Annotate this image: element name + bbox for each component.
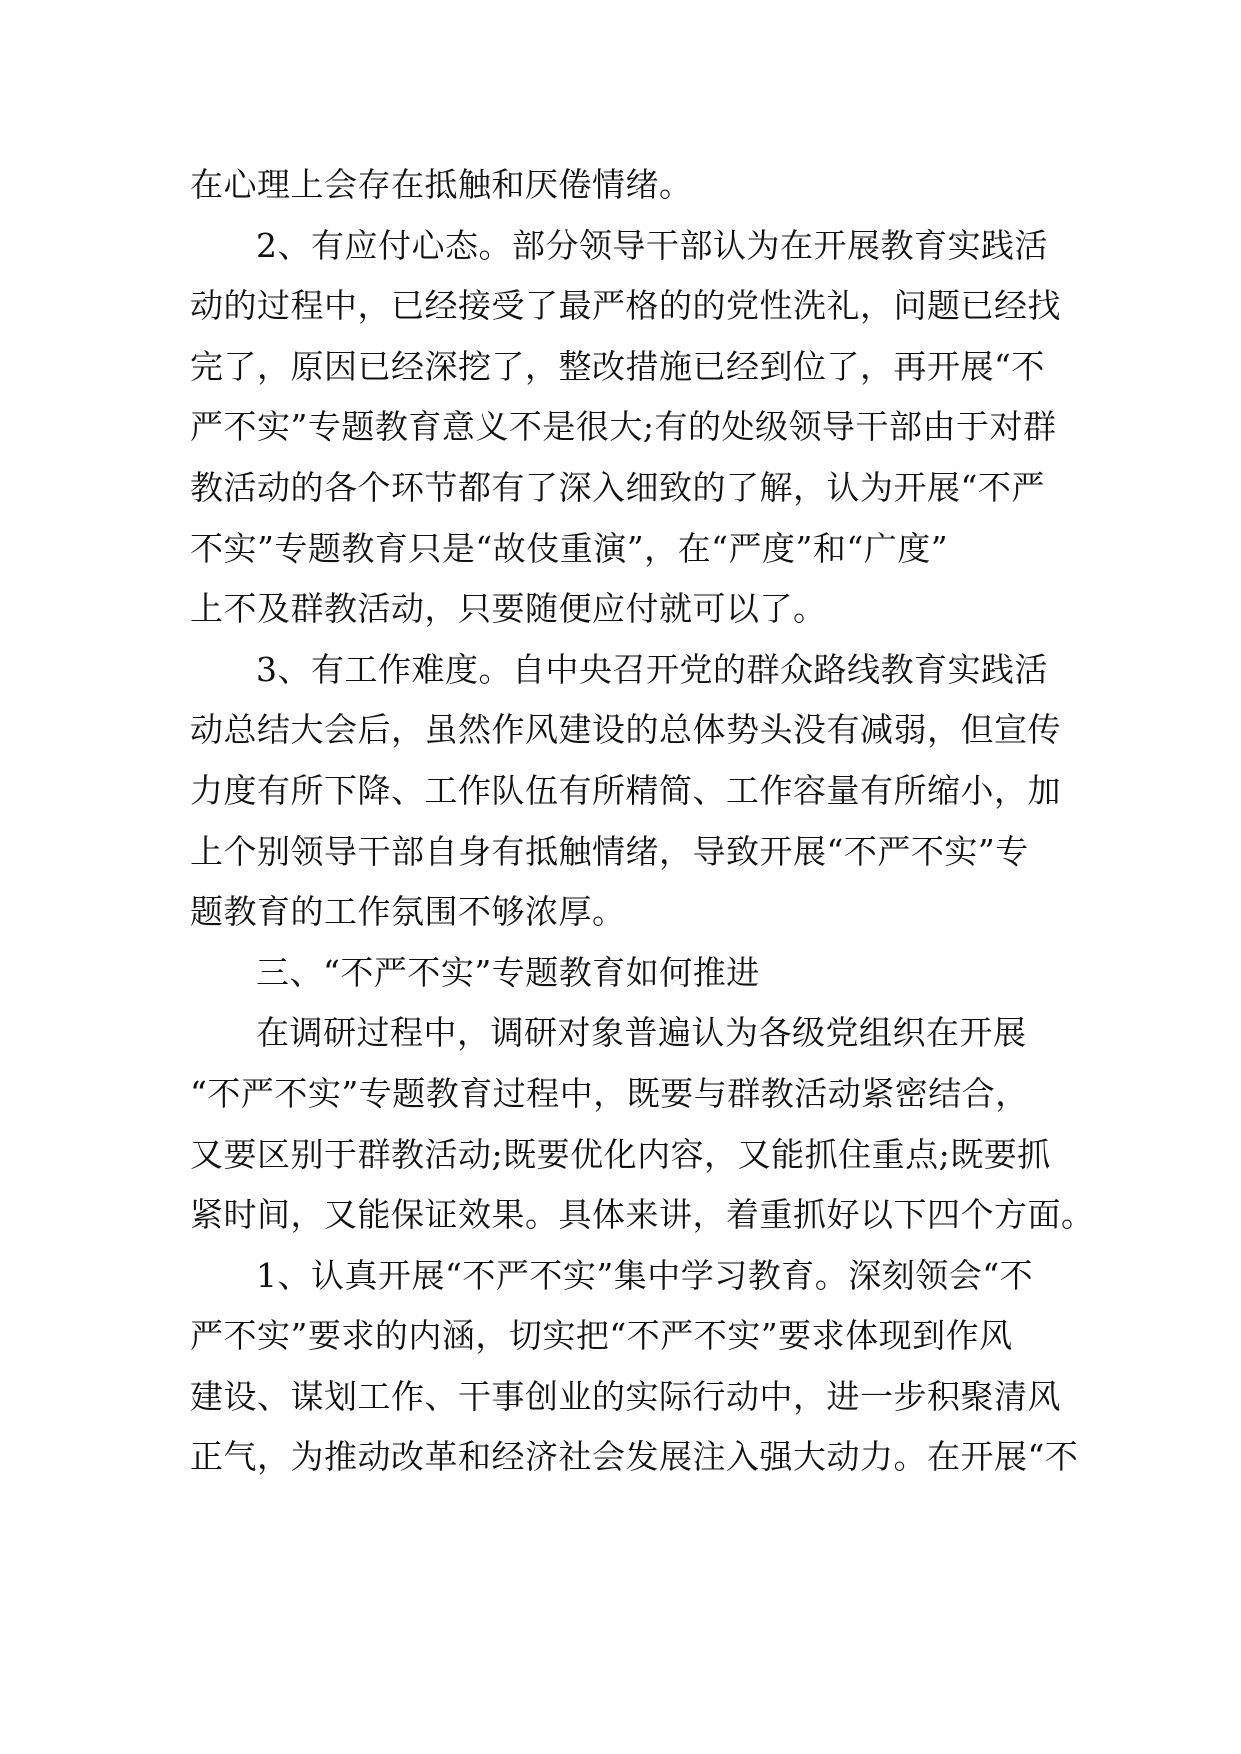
text-line-10: 动总结大会后，虽然作风建设的总体势头没有减弱，但宣传 — [190, 710, 1061, 750]
text-line-3: 动的过程中，已经接受了最严格的的党性洗礼，问题已经找 — [190, 286, 1061, 326]
text-line-12: 上个别领导干部自身有抵触情绪，导致开展“不严不实”专 — [190, 831, 1029, 871]
text-line-15: 在调研过程中，调研对象普遍认为各级党组织在开展 — [256, 1013, 1027, 1053]
text-line-7: 不实”专题教育只是“故伎重演”，在“严度”和“广度” — [190, 528, 949, 568]
text-line-11: 力度有所下降、工作队伍有所精简、工作容量有所缩小，加 — [190, 770, 1061, 810]
text-line-2: 2、有应付心态。部分领导干部认为在开展教育实践活 — [256, 225, 1048, 265]
text-line-5: 严不实”专题教育意义不是很大;有的处级领导干部由于对群 — [190, 407, 1057, 447]
text-line-8: 上不及群教活动，只要随便应付就可以了。 — [190, 589, 827, 629]
text-line-19: 1、认真开展“不严不实”集中学习教育。深刻领会“不 — [256, 1255, 1034, 1295]
text-line-22: 正气，为推动改革和经济社会发展注入强大动力。在开展“不 — [190, 1437, 1079, 1477]
text-line-6: 教活动的各个环节都有了深入细致的了解，认为开展“不严 — [190, 467, 1045, 507]
text-line-9: 3、有工作难度。自中央召开党的群众路线教育实践活 — [256, 649, 1048, 689]
text-line-18: 紧时间，又能保证效果。具体来讲，着重抓好以下四个方面。 — [190, 1195, 1095, 1235]
body-text — [190, 155, 1095, 1488]
text-line-20: 严不实”要求的内涵，切实把“不严不实”要求体现到作风 — [190, 1316, 1013, 1356]
text-line-1: 在心理上会存在抵触和厌倦情绪。 — [190, 165, 693, 204]
text-line-21: 建设、谋划工作、干事创业的实际行动中，进一步积聚清风 — [190, 1376, 1061, 1416]
text-line-16: “不严不实”专题教育过程中，既要与群教活动紧密结合， — [190, 1073, 1029, 1113]
text-line-4: 完了，原因已经深挖了，整改措施已经到位了，再开展“不 — [190, 346, 1045, 386]
section-heading: 三、“不严不实”专题教育如何推进 — [256, 952, 760, 992]
text-line-13: 题教育的工作氛围不够浓厚。 — [190, 892, 626, 932]
text-line-17: 又要区别于群教活动;既要优化内容，又能抓住重点;既要抓 — [190, 1134, 1051, 1174]
